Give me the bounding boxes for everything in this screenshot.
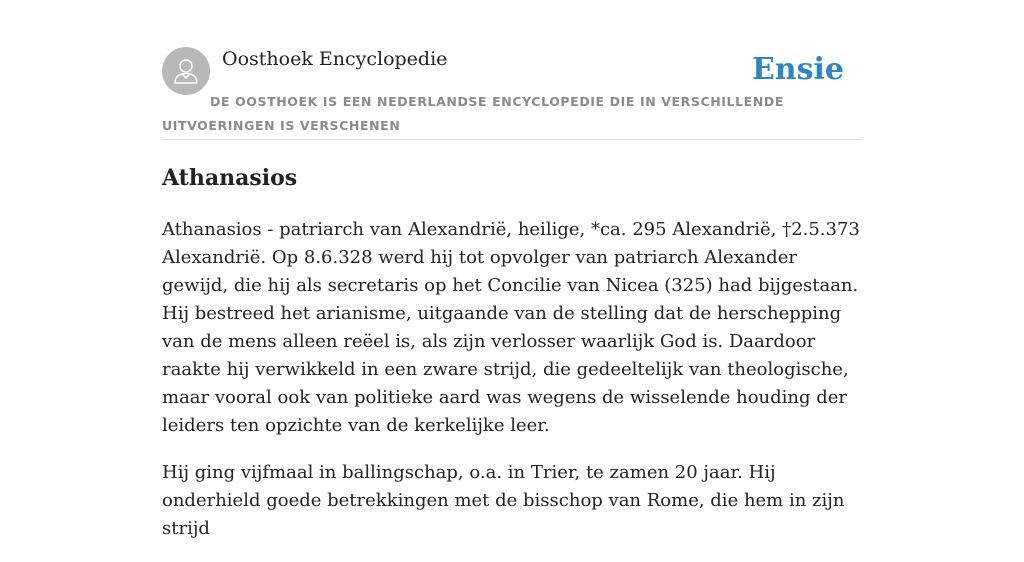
source-description: DE OOSTHOEK IS EEN NEDERLANDSE ENCYCLOPEDIE DIE IN VERSCHILLENDE UITVOERINGEN IS VERSCHENEN bbox=[162, 94, 784, 133]
user-icon bbox=[171, 56, 201, 86]
source-name-link[interactable]: Oosthoek Encyclopedie bbox=[222, 48, 448, 70]
article-paragraph: Athanasios - patriarch van Alexandrië, heilige, *ca. 295 Alexandrië, †2.5.373 Alexandrië. Op 8.6.328 werd hij tot opvolger van patriarch Alexander gewijd, die hij als secretaris op het Concilie van Nicea (325) had bijgestaan. Hij bestreed het arianisme, uitgaande van de stelling dat de herschepping van de mens alleen reëel is, als zijn verlosser waarlijk God is. Daardoor raakte hij verwikkeld in een zware strijd, die gedeeltelijk van theologische, maar vooral ook van politieke aard was wegens de wisselende houding der leiders ten opzichte van de kerkelijke leer. bbox=[162, 219, 860, 436]
brand-logo[interactable]: Ensie bbox=[751, 52, 844, 87]
article-title: Athanasios bbox=[162, 165, 298, 191]
article-paragraph: Hij ging vijfmaal in ballingschap, o.a. in Trier, te zamen 20 jaar. Hij onderhield goede betrekkingen met de bisschop van Rome, die hem in zijn strijd bbox=[162, 462, 845, 539]
article-body bbox=[162, 216, 862, 562]
source-avatar[interactable] bbox=[162, 47, 210, 95]
source-header bbox=[162, 46, 862, 140]
